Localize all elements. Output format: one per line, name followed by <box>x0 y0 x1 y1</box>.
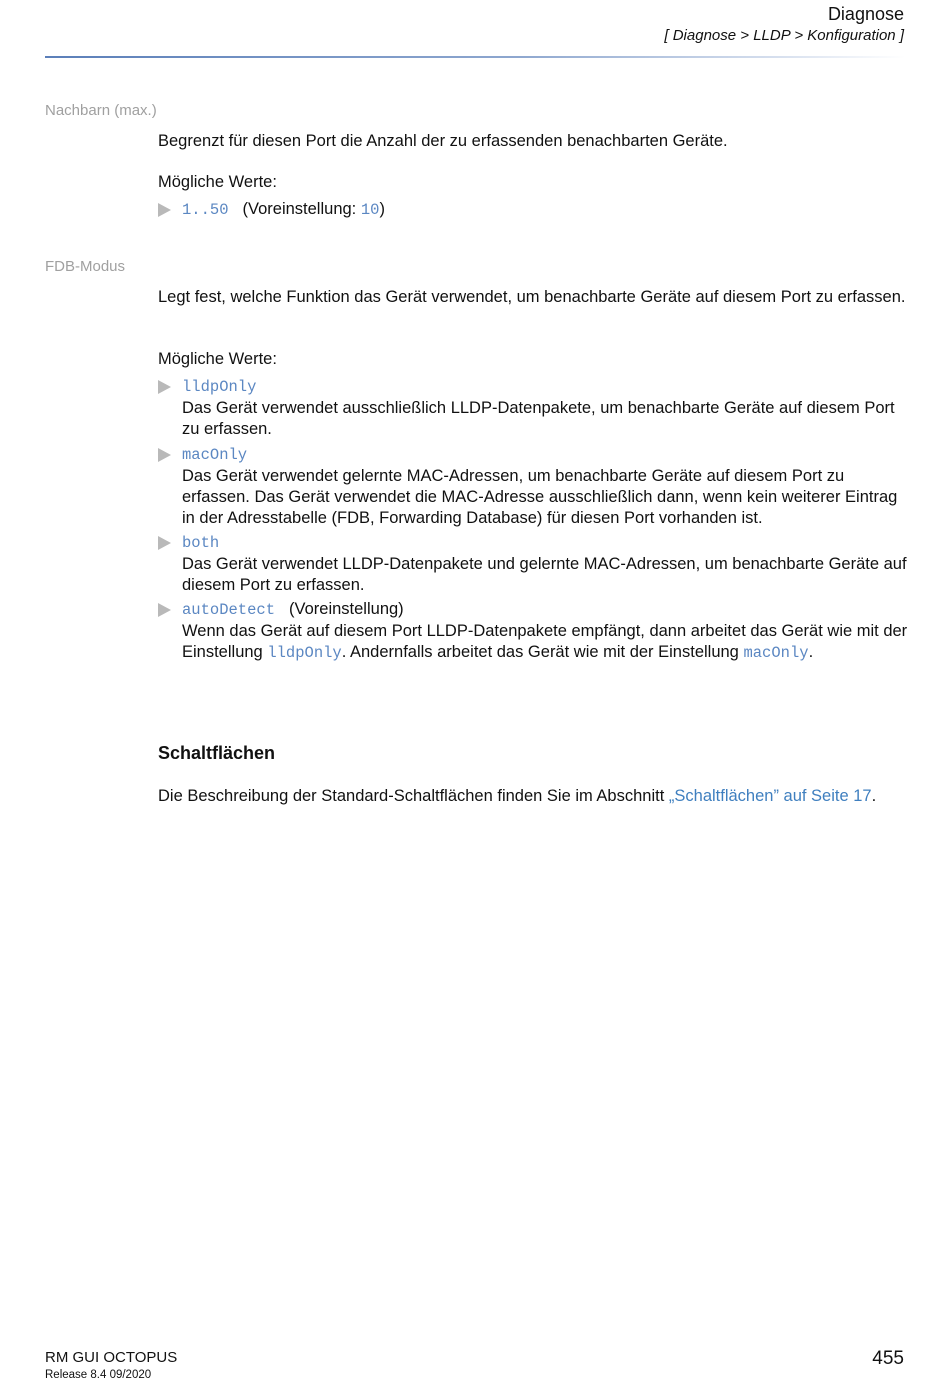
desc-text-part3: . <box>808 643 814 661</box>
default-value-code: 10 <box>360 201 380 219</box>
bullet-arrow-icon <box>158 536 171 550</box>
page-number: 455 <box>872 1348 904 1369</box>
default-note: (Voreinstellung) <box>289 600 404 618</box>
param-description-nachbarn: Begrenzt für diesen Port die Anzahl der zu erfassenden benachbarten Geräte. <box>158 132 728 150</box>
bullet-arrow-icon <box>158 603 171 617</box>
bullet-arrow-icon <box>158 380 171 394</box>
list-item-range <box>158 199 908 221</box>
section-heading-buttons: Schaltflächen <box>158 743 276 763</box>
breadcrumb: [ Diagnose > LLDP > Konfiguration ] <box>664 27 904 44</box>
bullet-arrow-icon <box>158 203 171 217</box>
param-label-fdb: FDB-Modus <box>45 258 126 275</box>
value-code-maconly: macOnly <box>182 446 248 464</box>
buttons-text-before: Die Beschreibung der Standard-Schaltflächen finden Sie im Abschnitt <box>158 787 669 805</box>
list-item-lldponly <box>158 376 908 440</box>
value-code-lldponly: lldpOnly <box>182 378 257 396</box>
desc-text-part2: . Andernfalls arbeitet das Gerät wie mit der Einstellung <box>341 643 744 661</box>
buttons-section-text <box>158 786 908 807</box>
desc-text-part1: Wenn das Gerät auf diesem Port LLDP-Datenpakete empfängt, dann arbeitet das Gerät wie mit der Einstellung <box>182 622 908 661</box>
param-label-nachbarn: Nachbarn (max.) <box>45 102 157 119</box>
value-code-both: both <box>182 534 220 552</box>
bullet-arrow-icon <box>158 448 171 462</box>
values-heading-nachbarn: Mögliche Werte: <box>158 173 277 191</box>
cross-reference-link[interactable]: „Schaltflächen” auf Seite 17 <box>668 787 872 805</box>
value-description-lldponly: Das Gerät verwendet ausschließlich LLDP-Datenpakete, um benachbarte Geräte auf diesem Port zu erfassen. <box>182 399 895 438</box>
value-description-autodetect <box>182 621 908 664</box>
footer-doc-name: RM GUI OCTOPUS <box>45 1349 178 1366</box>
value-description-maconly: Das Gerät verwendet gelernte MAC-Adressen, um benachbarte Geräte auf diesem Port zu erfassen. Das Gerät verwendet die MAC-Adresse ausschließlich dann, wenn kein weiterer Eintrag in der Adresstabelle (FDB, Forwarding Database) für diesen Port vorhanden ist. <box>182 467 898 527</box>
value-code-autodetect: autoDetect <box>182 601 276 619</box>
footer-release: Release 8.4 09/2020 <box>45 1369 152 1381</box>
default-prefix: (Voreinstellung: <box>242 200 361 218</box>
param-description-fdb: Legt fest, welche Funktion das Gerät verwendet, um benachbarte Geräte auf diesem Port zu erfassen. <box>158 288 906 306</box>
header-divider <box>45 56 905 58</box>
values-heading-fdb: Mögliche Werte: <box>158 350 277 368</box>
inline-code-maconly: macOnly <box>743 644 809 662</box>
list-item-autodetect <box>158 599 908 664</box>
value-code-range: 1..50 <box>182 201 229 219</box>
list-item-maconly <box>158 444 908 529</box>
list-item-both <box>158 532 908 596</box>
inline-code-lldponly: lldpOnly <box>267 644 342 662</box>
value-description-both: Das Gerät verwendet LLDP-Datenpakete und gelernte MAC-Adressen, um benachbarte Geräte auf diesem Port zu erfassen. <box>182 555 907 594</box>
page-header-title: Diagnose <box>827 4 904 24</box>
buttons-text-after: . <box>871 787 877 805</box>
default-suffix: ) <box>379 200 385 218</box>
